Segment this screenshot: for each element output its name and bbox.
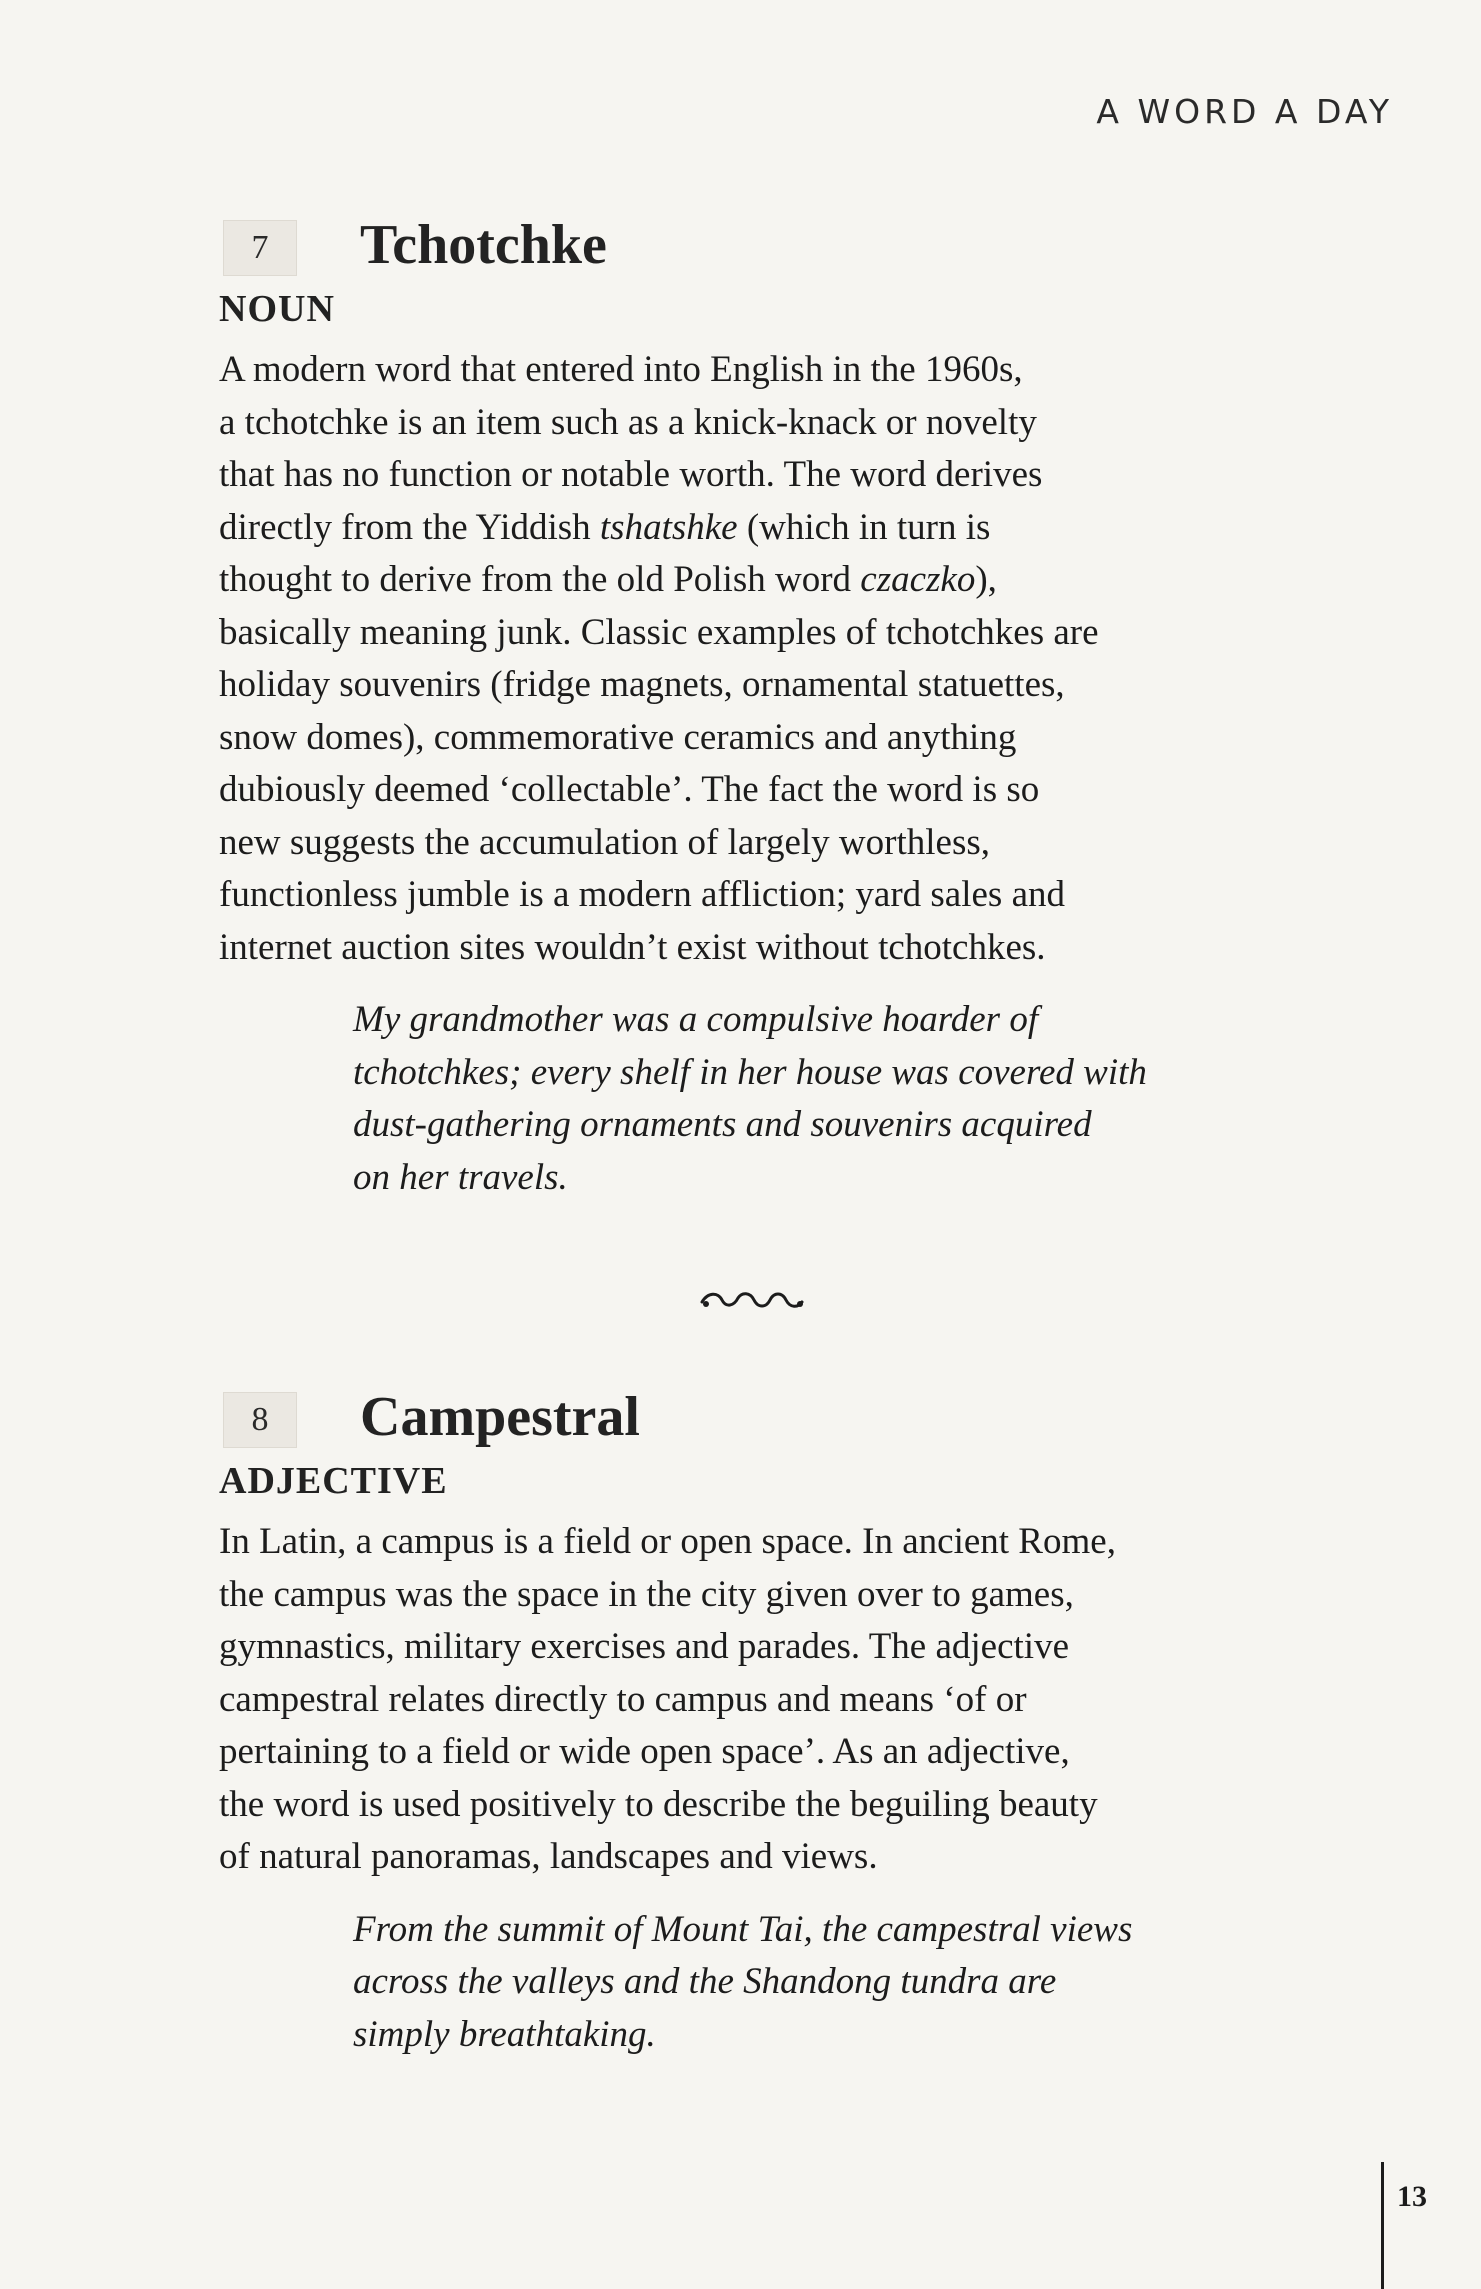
definition-term-italic: tshatshke (599, 506, 738, 548)
definition-line: campestral relates directly to campus and means ‘of or (219, 1678, 1027, 1720)
part-of-speech: NOUN (219, 288, 335, 330)
example-line: simply breathtaking. (353, 2013, 656, 2055)
definition-line: directly from the Yiddish (219, 506, 600, 548)
example-sentence (353, 994, 1273, 1204)
definition-line: internet auction sites wouldn’t exist without tchotchkes. (219, 926, 1046, 968)
entry-number: 7 (223, 220, 297, 276)
example-line: across the valleys and the Shandong tundra are (353, 1961, 1057, 2002)
example-line: on her travels. (353, 1156, 568, 1198)
definition-line: gymnastics, military exercises and parades. The adjective (219, 1626, 1070, 1667)
definition-line: of natural panoramas, landscapes and views. (219, 1836, 878, 1877)
definition-line: pertaining to a field or wide open space’. As an adjective, (219, 1731, 1070, 1772)
definition-line: In Latin, a campus is a field or open space. In ancient Rome, (219, 1521, 1116, 1562)
headword: Tchotchke (360, 214, 607, 276)
definition-line: ), (975, 559, 997, 600)
example-line: tchotchkes; every shelf in her house was covered with (353, 1051, 1147, 1093)
definition-line: basically meaning junk. Classic examples of tchotchkes are (219, 611, 1099, 653)
definition-line: A modern word that entered into English in the 1960s, (219, 349, 1023, 390)
word-entry-campestral (219, 1382, 1279, 2061)
example-sentence (353, 1904, 1273, 2062)
definition-line: holiday souvenirs (fridge magnets, ornamental statuettes, (219, 664, 1065, 705)
running-head: A WORD A DAY (1096, 92, 1393, 131)
definition-line: that has no function or notable worth. The word derives (219, 454, 1043, 495)
page-number-rule (1381, 2162, 1384, 2289)
definition-line: functionless jumble is a modern affliction; yard sales and (219, 874, 1065, 915)
definition-line: new suggests the accumulation of largely worthless, (219, 821, 991, 863)
word-entry-tchotchke (219, 210, 1279, 1204)
example-line: From the summit of Mount Tai, the campestral views (353, 1908, 1133, 1950)
example-line: My grandmother was a compulsive hoarder of (353, 999, 1039, 1040)
definition-line: thought to derive from the old Polish word (219, 559, 861, 600)
definition (219, 344, 1279, 974)
flourish-divider-icon (698, 1282, 808, 1316)
definition-line: dubiously deemed ‘collectable’. The fact the word is so (219, 769, 1040, 810)
definition-term-italic: czaczko (860, 559, 976, 600)
definition (219, 1516, 1279, 1884)
definition-line: a tchotchke is an item such as a knick-knack or novelty (219, 401, 1037, 443)
part-of-speech: ADJECTIVE (219, 1460, 448, 1502)
entry-heading (219, 1382, 1279, 1452)
definition-line: the word is used positively to describe the beguiling beauty (219, 1783, 1098, 1825)
entry-number: 8 (223, 1392, 297, 1448)
headword: Campestral (360, 1386, 640, 1448)
definition-line: (which in turn is (737, 506, 991, 548)
definition-line: snow domes), commemorative ceramics and anything (219, 716, 1017, 758)
entry-heading (219, 210, 1279, 280)
page-number: 13 (1397, 2180, 1427, 2213)
definition-line: the campus was the space in the city given over to games, (219, 1573, 1074, 1615)
example-line: dust-gathering ornaments and souvenirs acquired (353, 1104, 1092, 1145)
